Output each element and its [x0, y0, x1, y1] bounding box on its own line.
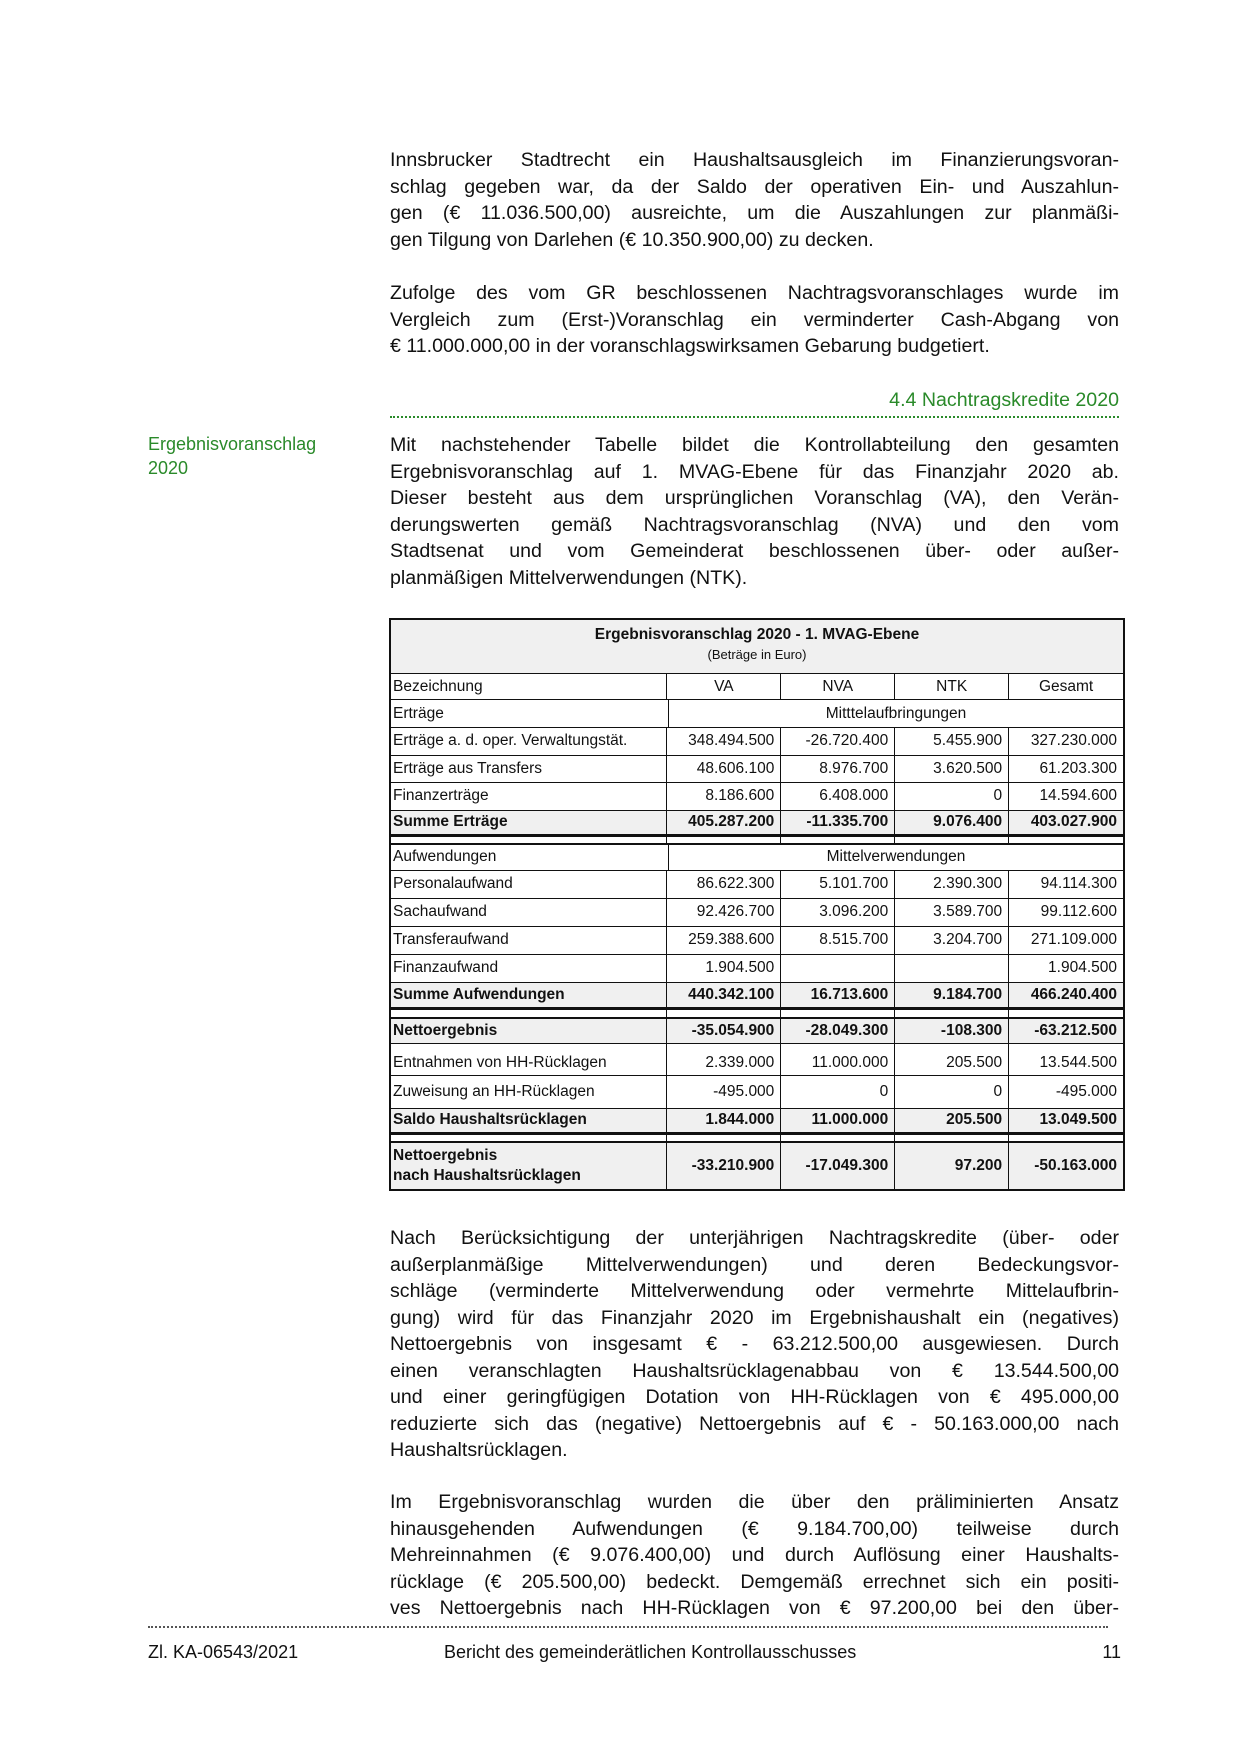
text-line: schläge (verminderte Mittelverwendung oder vermehrte Mittelaufbrin- — [390, 1280, 1119, 1302]
row-label: Summe Erträge — [391, 811, 667, 834]
table-row — [391, 783, 1123, 811]
table-row — [391, 983, 1123, 1008]
cell-nva: 3.096.200 — [781, 899, 895, 926]
separator-cell — [1009, 837, 1123, 843]
separator-cell — [895, 1135, 1009, 1141]
text-line: gen Tilgung von Darlehen (€ 10.350.900,00) zu decken. — [390, 228, 874, 251]
cell-nva: 8.515.700 — [781, 927, 895, 954]
section-heading: 4.4 Nachtragskredite 2020 — [889, 389, 1119, 411]
text-line: Mit nachstehender Tabelle bildet die Kontrollabteilung den gesamten — [390, 434, 1119, 456]
separator-cell — [667, 1010, 781, 1017]
row-label: Erträge a. d. oper. Verwaltungstät. — [391, 728, 667, 755]
budget-table — [389, 618, 1125, 1191]
cell-gesamt: 271.109.000 — [1030, 931, 1118, 949]
text-line: reduzierte sich das (negative) Nettoergebnis auf € - 50.163.000,00 nach — [390, 1412, 1119, 1435]
row-label-line: nach Haushaltsrücklagen — [393, 1166, 581, 1184]
table-row — [391, 927, 1123, 955]
paragraph-3 — [390, 432, 1119, 591]
cell-gesamt: 94.114.300 — [1040, 875, 1118, 893]
header-ntk: NTK — [895, 674, 1009, 699]
cell-ntk: 5.455.900 — [895, 728, 1009, 755]
text-line: derungswerten gemäß Nachtragsvoranschlag (NVA) und den vom — [390, 513, 1119, 536]
row-label: Nettoergebnis — [391, 1019, 667, 1043]
text-line: schlag gegeben war, da der Saldo der operativen Ein- und Auszahlun- — [390, 175, 1119, 198]
table-row — [391, 1076, 1123, 1109]
text-line: Nach Berücksichtigung der unterjährigen Nachtragskredite (über- oder — [390, 1227, 1119, 1249]
cell-va: 2.339.000 — [667, 1044, 781, 1076]
margin-note-line-1: Ergebnisvoranschlag — [148, 434, 317, 454]
cell-va: 259.388.600 — [667, 927, 781, 954]
cell-ntk: 9.184.700 — [895, 983, 1009, 1007]
cell-ntk: 3.620.500 — [895, 756, 1009, 783]
cell-nva: -28.049.300 — [781, 1019, 895, 1043]
row-label: Zuweisung an HH-Rücklagen — [391, 1076, 667, 1108]
text-line: Stadtsenat und vom Gemeinderat beschlossenen über- oder außer- — [390, 540, 1119, 562]
cell-ntk: 205.500 — [895, 1109, 1009, 1132]
cell-va: 1.904.500 — [667, 955, 781, 982]
text-line: Dieser besteht aus dem ursprünglichen Voranschlag (VA), den Verän- — [390, 487, 1119, 509]
text-line: Innsbrucker Stadtrecht ein Haushaltsausgleich im Finanzierungsvoran- — [390, 149, 1119, 171]
cell-gesamt: -50.163.000 — [1034, 1156, 1118, 1174]
table-title-box — [391, 620, 1123, 674]
table-subtitle: (Beträge in Euro) — [707, 647, 807, 662]
footer-reference: Zl. KA-06543/2021 — [148, 1642, 299, 1662]
row-label-line: Nettoergebnis — [393, 1146, 498, 1164]
text-line: gen (€ 11.036.500,00) ausreichte, um die Auszahlungen zur planmäßi- — [390, 202, 1119, 224]
footer-title: Bericht des gemeinderätlichen Kontrollausschusses — [444, 1642, 857, 1662]
text-line: Zufolge des vom GR beschlossenen Nachtragsvoranschlages wurde im — [390, 282, 1119, 304]
footer-divider — [148, 1626, 1108, 1628]
cell-va: 1.844.000 — [667, 1109, 781, 1132]
cell-va: -35.054.900 — [667, 1019, 781, 1043]
text-line: rücklage (€ 205.500,00) bedeckt. Demgemäß errechnet sich ein positi- — [390, 1570, 1119, 1593]
row-label: Summe Aufwendungen — [391, 983, 667, 1007]
cell-ntk: 0 — [895, 783, 1009, 810]
separator-cell — [391, 1135, 667, 1141]
section-category: Mittelverwendungen — [826, 848, 966, 866]
table-row — [391, 1019, 1123, 1044]
paragraph-5 — [390, 1489, 1119, 1622]
table-row — [391, 955, 1123, 983]
table-row — [391, 899, 1123, 927]
cell-nva: 11.000.000 — [781, 1109, 895, 1132]
separator-cell — [667, 837, 781, 843]
row-label: Entnahmen von HH-Rücklagen — [391, 1044, 667, 1076]
table-title: Ergebnisvoranschlag 2020 - 1. MVAG-Ebene — [594, 626, 920, 643]
cell-va: 440.342.100 — [667, 983, 781, 1007]
separator-cell — [667, 1135, 781, 1141]
cell-va: 348.494.500 — [667, 728, 781, 755]
row-label: Transferaufwand — [391, 927, 667, 954]
cell-nva: 16.713.600 — [781, 983, 895, 1007]
table-row — [391, 1109, 1123, 1133]
separator-cell — [781, 1010, 895, 1017]
text-line: einen veranschlagten Haushaltsrücklagenabbau von € 13.544.500,00 — [390, 1359, 1119, 1382]
text-line: Vergleich zum (Erst-)Voranschlag ein verminderter Cash-Abgang von — [390, 308, 1119, 331]
heading-divider — [390, 416, 1119, 418]
table-section-row — [391, 700, 1123, 728]
text-line: € 11.000.000,00 in der voranschlagswirksamen Gebarung budgetiert. — [390, 335, 990, 357]
separator-cell — [1009, 1135, 1123, 1141]
cell-ntk: 97.200 — [895, 1143, 1009, 1189]
paragraph-2 — [390, 280, 1119, 360]
separator-cell — [895, 837, 1009, 843]
cell-gesamt: 61.203.300 — [1039, 759, 1118, 777]
cell-va: -33.210.900 — [667, 1143, 781, 1189]
cell-nva: 5.101.700 — [781, 871, 895, 898]
header-va: VA — [667, 674, 781, 699]
cell-nva: -17.049.300 — [781, 1143, 895, 1189]
cell-nva: 11.000.000 — [781, 1044, 895, 1076]
cell-ntk: 0 — [895, 1076, 1009, 1108]
separator-cell — [1009, 1010, 1123, 1017]
text-line: gung) wird für das Finanzjahr 2020 im Ergebnishaushalt ein (negatives) — [390, 1306, 1119, 1329]
table-row — [391, 1044, 1123, 1077]
header-gesamt: Gesamt — [1038, 677, 1094, 695]
cell-gesamt: 99.112.600 — [1040, 903, 1118, 921]
cell-nva — [781, 955, 895, 982]
section-label: Erträge — [391, 700, 669, 727]
cell-va: 8.186.600 — [667, 783, 781, 810]
text-line: Im Ergebnisvoranschlag wurden die über den präliminierten Ansatz — [390, 1491, 1119, 1513]
section-category: Mitttelaufbringungen — [825, 704, 967, 722]
cell-gesamt: 403.027.900 — [1030, 813, 1118, 831]
table-section-row — [391, 845, 1123, 871]
page-number: 11 — [1102, 1642, 1121, 1662]
table-row — [391, 811, 1123, 835]
cell-nva: -11.335.700 — [781, 811, 895, 834]
cell-va: 405.287.200 — [667, 811, 781, 834]
text-line: Haushaltsrücklagen. — [390, 1439, 568, 1461]
text-line: außerplanmäßige Mittelverwendungen) und deren Bedeckungsvor- — [390, 1253, 1119, 1276]
separator-cell — [391, 837, 667, 843]
separator-cell — [391, 1010, 667, 1017]
cell-nva: 8.976.700 — [781, 756, 895, 783]
cell-ntk — [895, 955, 1009, 982]
table-separator — [391, 1008, 1123, 1019]
table-body — [391, 700, 1123, 1189]
cell-ntk: 205.500 — [895, 1044, 1009, 1076]
row-label — [391, 1143, 667, 1189]
text-line: planmäßigen Mittelverwendungen (NTK). — [390, 566, 748, 589]
row-label: Erträge aus Transfers — [391, 756, 667, 783]
cell-va: 92.426.700 — [667, 899, 781, 926]
section-label: Aufwendungen — [391, 845, 669, 870]
table-row — [391, 728, 1123, 756]
cell-gesamt: 327.230.000 — [1030, 732, 1118, 750]
cell-nva: 0 — [781, 1076, 895, 1108]
cell-gesamt: 13.049.500 — [1039, 1111, 1118, 1129]
cell-ntk: 2.390.300 — [895, 871, 1009, 898]
text-line: und einer geringfügigen Dotation von HH-Rücklagen von € 495.000,00 — [390, 1386, 1119, 1408]
text-line: Nettoergebnis von insgesamt € - 63.212.500,00 ausgewiesen. Durch — [390, 1333, 1119, 1355]
table-row — [391, 871, 1123, 899]
header-bezeichnung: Bezeichnung — [391, 674, 667, 699]
row-label: Personalaufwand — [391, 871, 667, 898]
cell-ntk: 3.589.700 — [895, 899, 1009, 926]
cell-gesamt: 14.594.600 — [1039, 787, 1118, 805]
table-header-row — [391, 674, 1123, 700]
cell-gesamt: 466.240.400 — [1030, 985, 1118, 1003]
cell-gesamt: -63.212.500 — [1034, 1021, 1118, 1039]
cell-va: -495.000 — [667, 1076, 781, 1108]
separator-cell — [895, 1010, 1009, 1017]
row-label: Saldo Haushaltsrücklagen — [391, 1109, 667, 1132]
text-line: Mehreinnahmen (€ 9.076.400,00) und durch Auflösung einer Haushalts- — [390, 1544, 1119, 1566]
row-label: Finanzerträge — [391, 783, 667, 810]
table-separator — [391, 835, 1123, 845]
separator-cell — [781, 1135, 895, 1141]
header-nva: NVA — [781, 674, 895, 699]
cell-nva: -26.720.400 — [781, 728, 895, 755]
paragraph-4 — [390, 1225, 1119, 1464]
cell-va: 86.622.300 — [667, 871, 781, 898]
cell-gesamt: 1.904.500 — [1048, 959, 1118, 977]
cell-ntk: -108.300 — [895, 1019, 1009, 1043]
table-row — [391, 1143, 1123, 1189]
text-line: Ergebnisvoranschlag auf 1. MVAG-Ebene für das Finanzjahr 2020 ab. — [390, 460, 1119, 483]
row-label: Finanzaufwand — [391, 955, 667, 982]
cell-va: 48.606.100 — [667, 756, 781, 783]
paragraph-1 — [390, 147, 1119, 253]
margin-note-line-2: 2020 — [148, 458, 189, 478]
text-line: ves Nettoergebnis nach HH-Rücklagen von € 97.200,00 bei den über- — [390, 1597, 1119, 1619]
margin-note — [148, 432, 316, 480]
cell-nva: 6.408.000 — [781, 783, 895, 810]
cell-gesamt: -495.000 — [1055, 1083, 1118, 1101]
row-label: Sachaufwand — [391, 899, 667, 926]
text-line: hinausgehenden Aufwendungen (€ 9.184.700,00) teilweise durch — [390, 1517, 1119, 1540]
cell-ntk: 9.076.400 — [895, 811, 1009, 834]
cell-ntk: 3.204.700 — [895, 927, 1009, 954]
table-row — [391, 756, 1123, 784]
separator-cell — [781, 837, 895, 843]
table-separator — [391, 1133, 1123, 1143]
cell-gesamt: 13.544.500 — [1039, 1054, 1118, 1072]
